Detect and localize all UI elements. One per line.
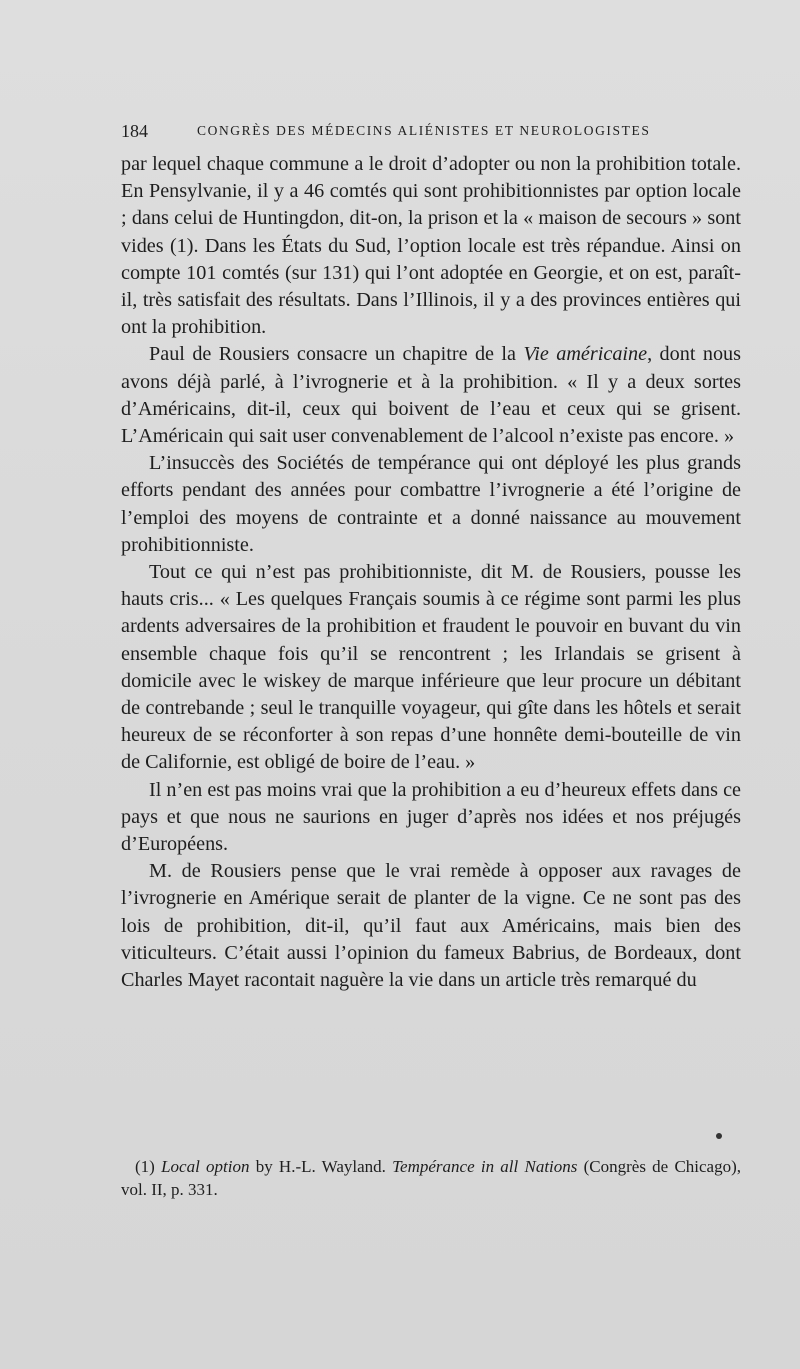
book-title: Vie américaine [523, 343, 648, 366]
page-header [121, 121, 701, 143]
footnote-title-1: Local option [161, 1157, 250, 1176]
paragraph-1: par lequel chaque commune a le droit d’adopter ou non la prohibition totale. En Pensylvanie, il y a 46 comtés qui sont prohibitionnistes par option locale ; dans celui de Huntingdon, dit-on, la prison et la « maison de secours » sont vides (1). Dans les États du Sud, l’option locale est très répandue. Ainsi on compte 101 comtés (sur 131) qui l’ont adoptée en Georgie, et on est, paraît-il, très satisfait des résultats. Dans l’Illinois, il y a des provinces entières qui ont la prohibition. [121, 153, 741, 339]
footnote-dot [716, 1133, 722, 1139]
footnote-title-2: Tempérance in all Nations [392, 1157, 578, 1176]
paragraph-6: M. de Rousiers pense que le vrai remède à opposer aux ravages de l’ivrognerie en Amérique serait de planter de la vigne. Ce ne sont pas des lois de prohibition, dit-il, qu’il faut aux Américains, mais bien des viticulteurs. C’était aussi l’opinion du fameux Babrius, de Bordeaux, dont Charles Mayet racontait naguère la vie dans un article très remarqué du [121, 860, 741, 992]
footnote-marker: (1) [135, 1157, 155, 1176]
footnote-author: by H.-L. Wayland. [249, 1157, 393, 1176]
page-body [121, 151, 741, 994]
paragraph-2-start: Paul de Rousiers consacre un chapitre de la [149, 343, 524, 366]
running-title: CONGRÈS DES MÉDECINS ALIÉNISTES ET NEUROLOGISTES [197, 123, 651, 138]
footnote [121, 1155, 741, 1201]
page-number: 184 [121, 121, 148, 141]
paragraph-5: Il n’en est pas moins vrai que la prohibition a eu d’heureux effets dans ce pays et que nous ne saurions en juger d’après nos idées et nos préjugés d’Européens. [121, 778, 741, 856]
paragraph-2-end: , dont nous avons déjà parlé, à l’ivrognerie et à la prohibition. « Il y a deux sortes d’Américains, dit-il, ceux qui boivent de l’eau et ceux qui se grisent. L’Américain qui sait user convenablement de l’alcool n’existe pas encore. » [121, 343, 742, 448]
footnote-rest: (Congrès de Chicago), vol. II, p. 331. [121, 1157, 742, 1199]
paragraph-3: L’insuccès des Sociétés de tempérance qui ont déployé les plus grands efforts pendant des années pour combattre l’ivrognerie a été l’origine de l’emploi des moyens de contrainte et a donné naissance au mouvement prohibitionniste. [121, 452, 741, 556]
paragraph-2 [121, 341, 741, 450]
paragraph-4: Tout ce qui n’est pas prohibitionniste, dit M. de Rousiers, pousse les hauts cris... « Les quelques Français soumis à ce régime sont parmi les plus ardents adversaires de la prohibition et fraudent le pouvoir en buvant du vin ensemble chaque fois qu’il se rencontrent ; les Irlandais se grisent à domicile avec le wiskey de marque inférieure que leur procure un débitant de contrebande ; seul le tranquille voyageur, qui gîte dans les hôtels et serait heureux de se réconforter à son repas d’une honnête demi-bouteille de vin de Californie, est obligé de boire de l’eau. » [121, 561, 741, 774]
